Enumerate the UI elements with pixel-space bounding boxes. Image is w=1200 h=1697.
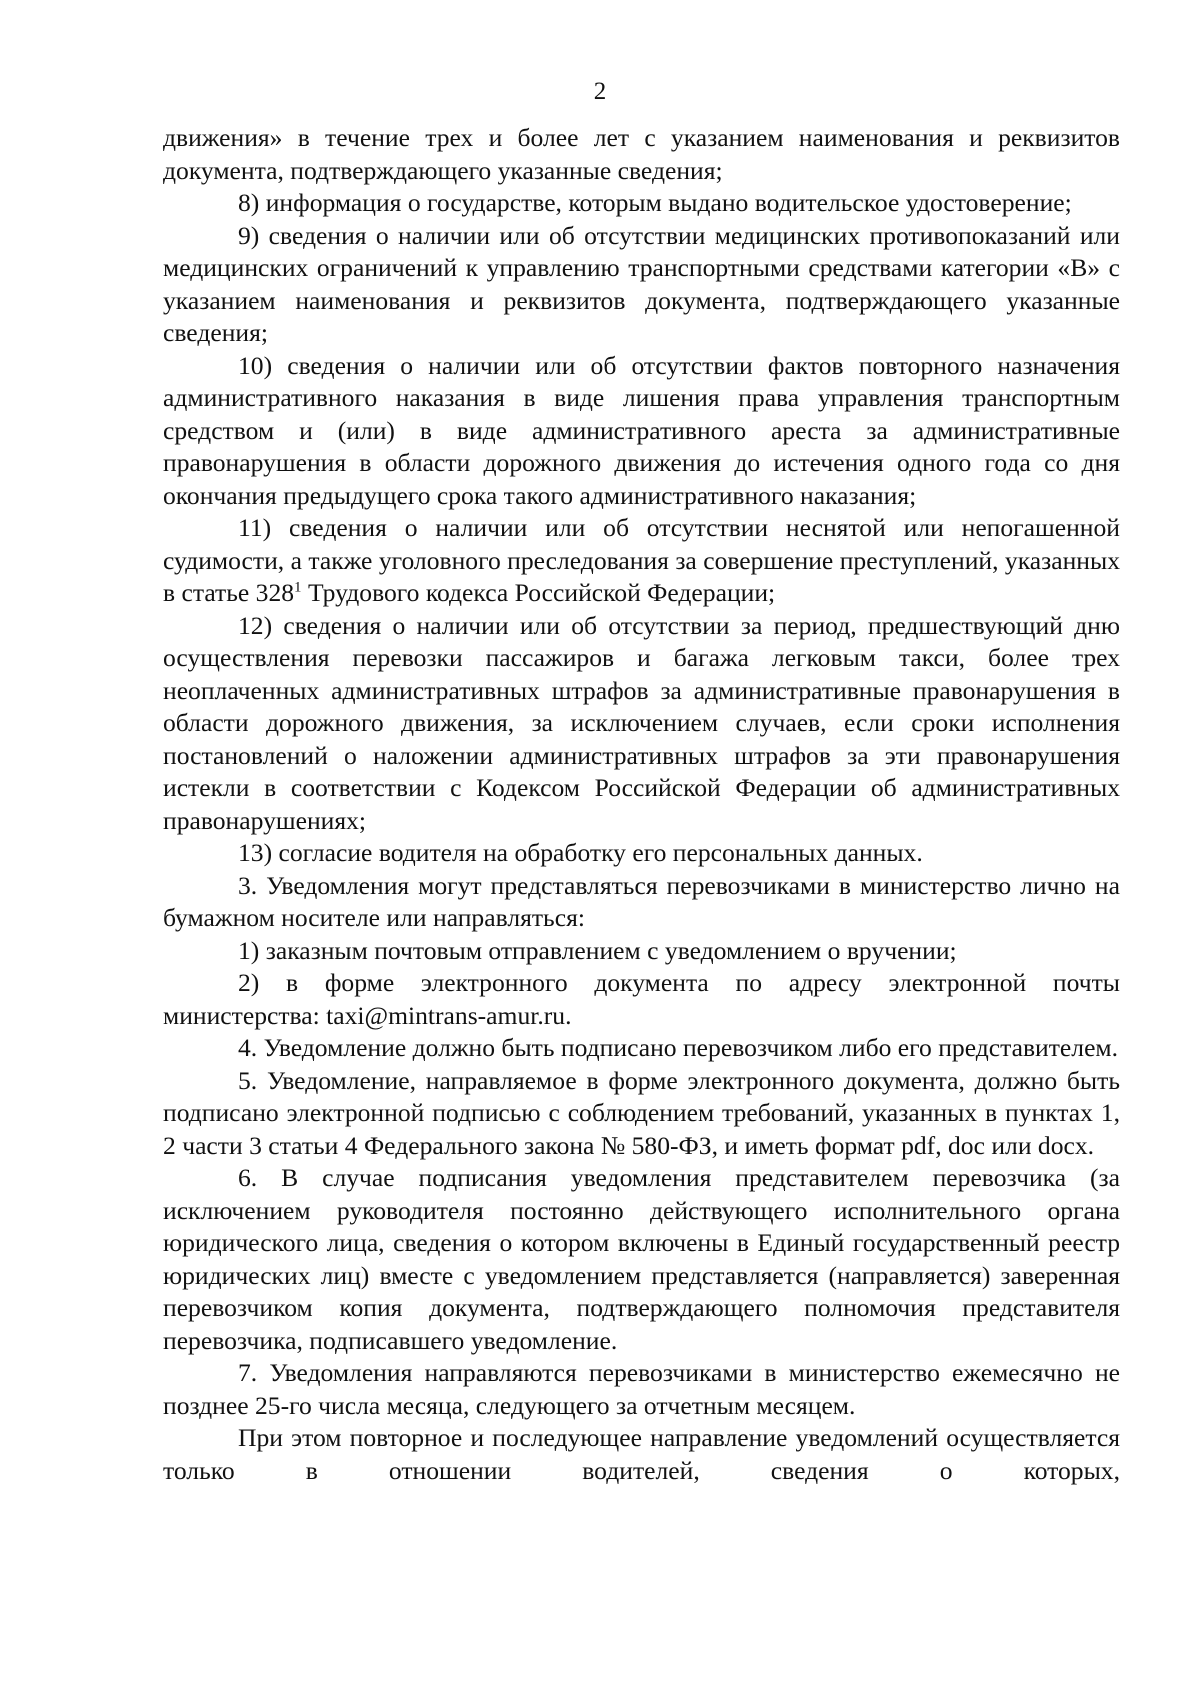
paragraph-item-11-text: 11) сведения о наличии или об отсутствии неснятой или непогашенной судимости, а также уголовного преследования за совершение преступлений, указанных в статье 328	[163, 513, 1120, 607]
paragraph-item-11-tail: Трудового кодекса Российской Федерации;	[301, 578, 776, 607]
paragraph-section-3: 3. Уведомления могут представляться перевозчиками в министерство лично на бумажном носителе или направляться:	[163, 870, 1120, 932]
article-superscript: 1	[294, 579, 302, 596]
page-number: 2	[593, 78, 607, 105]
paragraph-item-9: 9) сведения о наличии или об отсутствии медицинских противопоказаний или медицинских ограничений к управлению транспортными средствами категории «В» с указанием наименования и реквизитов документа, подтверждающего указанные сведения;	[163, 220, 1120, 347]
paragraph-item-11	[163, 512, 1120, 610]
paragraph-section-7-continued: При этом повторное и последующее направление уведомлений осуществляется только в отношении водителей, сведения о которых,	[163, 1423, 1120, 1485]
paragraph-continuation: движения» в течение трех и более лет с указанием наименования и реквизитов документа, подтверждающего указанные сведения;	[163, 123, 1120, 185]
paragraph-item-13: 13) согласие водителя на обработку его персональных данных.	[238, 838, 923, 867]
paragraph-item-10: 10) сведения о наличии или об отсутствии фактов повторного назначения административного наказания в виде лишения права управления транспортным средством и (или) в виде административного ареста за административные правонарушения в области дорожного движения до истечения одного года со дня окончания предыдущего срока такого административного наказания;	[163, 350, 1120, 510]
paragraph-section-5: 5. Уведомление, направляемое в форме электронного документа, должно быть подписано электронной подписью с соблюдением требований, указанных в пунктах 1, 2 части 3 статьи 4 Федерального закона № 580-ФЗ, и иметь формат pdf, doc или docx.	[163, 1065, 1120, 1160]
paragraph-item-12: 12) сведения о наличии или об отсутствии за период, предшествующий дню осуществления перевозки пассажиров и багажа легковым такси, более трех неоплаченных административных штрафов за административные правонарушения в области дорожного движения, за исключением случаев, если сроки исполнения постановлений о наложении административных штрафов за эти правонарушения истекли в соответствии с Кодексом Российской Федерации об административных правонарушениях;	[163, 610, 1120, 835]
paragraph-section-3-item-1: 1) заказным почтовым отправлением с уведомлением о вручении;	[238, 935, 957, 965]
paragraph-section-7: 7. Уведомления направляются перевозчиками в министерство ежемесячно не позднее 25-го числа месяца, следующего за отчетным месяцем.	[163, 1358, 1120, 1420]
paragraph-section-4: 4. Уведомление должно быть подписано перевозчиком либо его представителем.	[238, 1033, 1119, 1062]
paragraph-item-8: 8) информация о государстве, которым выдано водительское удостоверение;	[238, 188, 1072, 217]
paragraph-section-6: 6. В случае подписания уведомления представителем перевозчика (за исключением руководителя постоянно действующего исполнительного органа юридического лица, сведения о котором включены в Единый государственный реестр юридических лиц) вместе с уведомлением представляется (направляется) заверенная перевозчиком копия документа, подтверждающего полномочия представителя перевозчика, подписавшего уведомление.	[163, 1163, 1120, 1355]
document-body	[163, 122, 1120, 1487]
paragraph-section-3-item-2: 2) в форме электронного документа по адресу электронной почты министерства: taxi@mintrans-amur.ru.	[163, 968, 1120, 1030]
